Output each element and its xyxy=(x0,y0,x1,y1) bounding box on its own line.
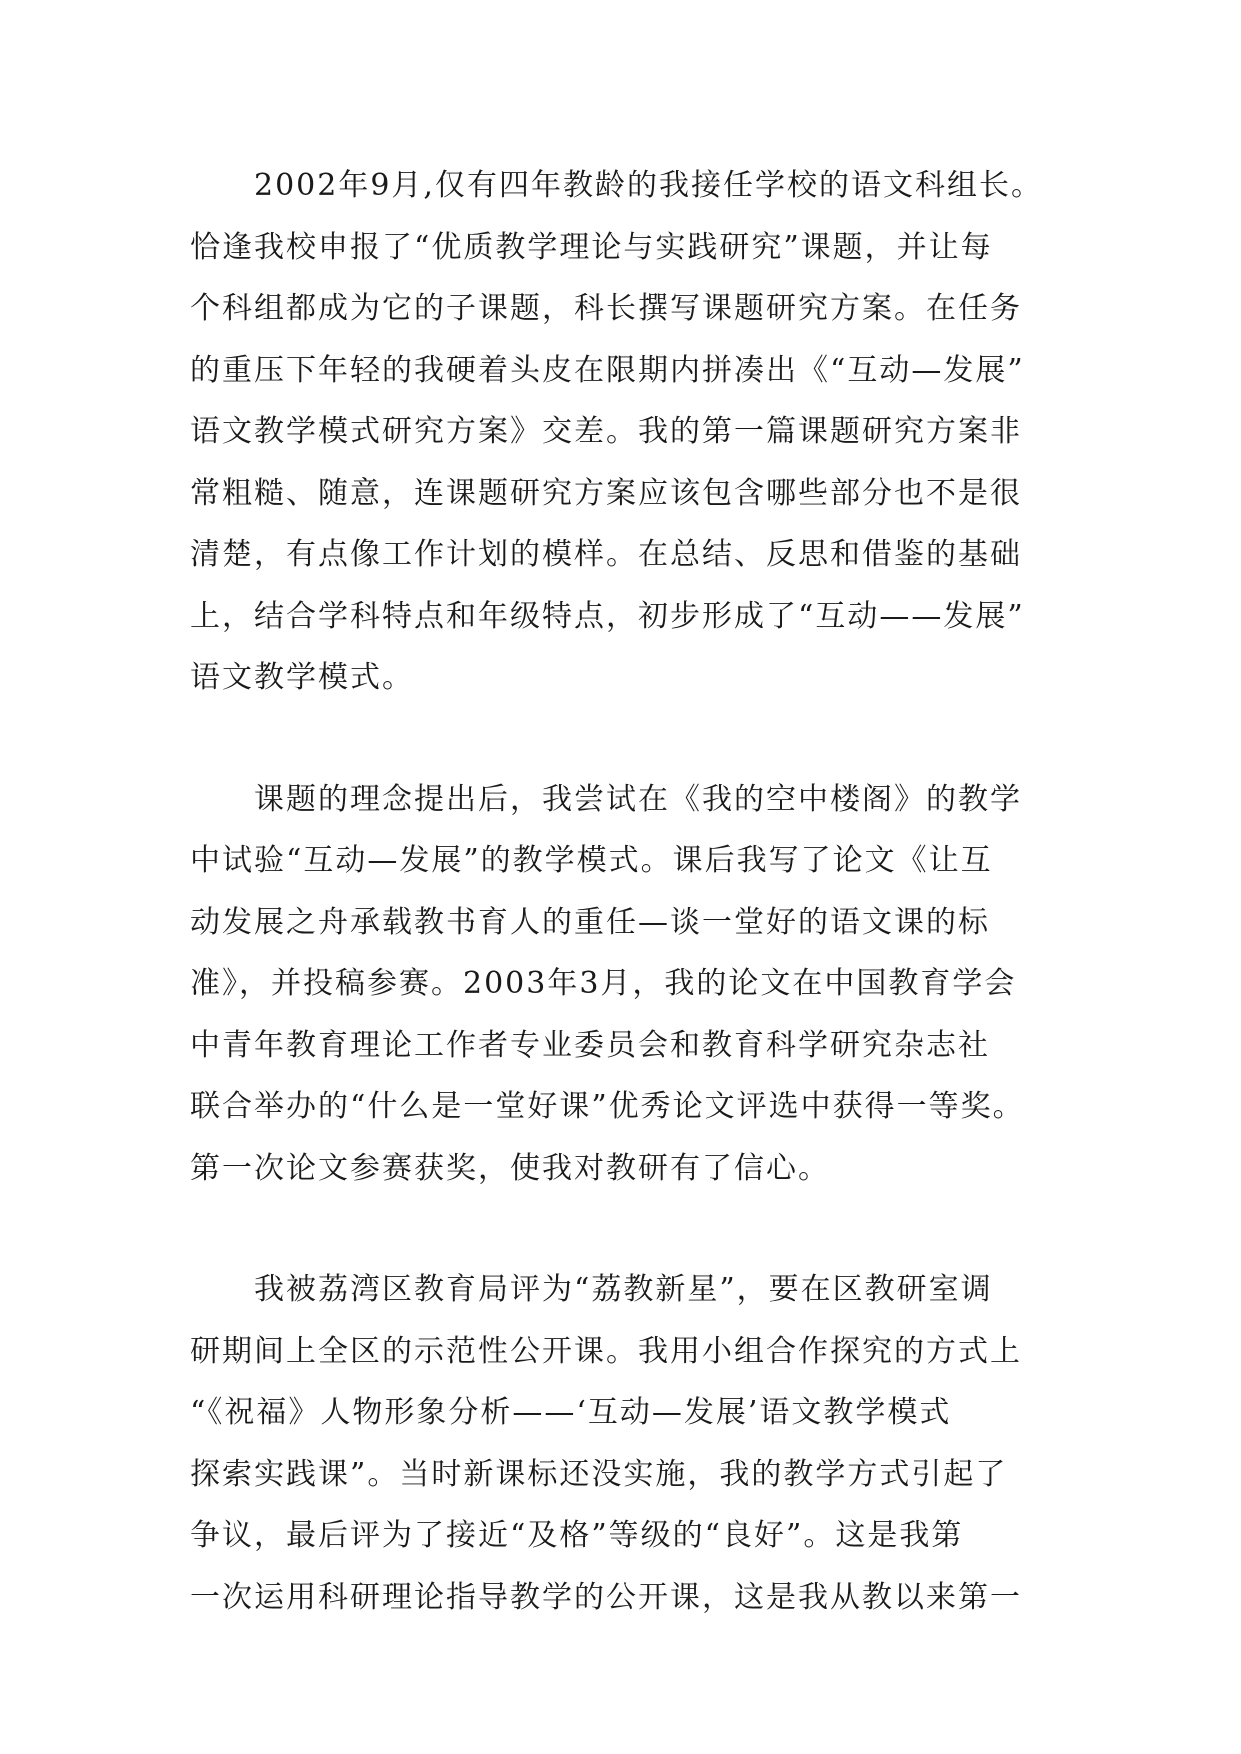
text-line: 2002年9月,仅有四年教龄的我接任学校的语文科组长。 xyxy=(254,168,1043,203)
paragraph-1 xyxy=(190,155,1070,709)
text-line: 常粗糙、随意，连课题研究方案应该包含哪些部分也不是很 xyxy=(190,475,1022,511)
text-line: 一次运用科研理论指导教学的公开课，这是我从教以来第一 xyxy=(190,1579,1022,1615)
text-line: 语文教学模式研究方案》交差。我的第一篇课题研究方案非 xyxy=(190,414,1022,449)
text-line: 动发展之舟承载教书育人的重任—谈一堂好的语文课的标 xyxy=(190,904,990,940)
text-line: 中试验“互动—发展”的教学模式。课后我写了论文《让互 xyxy=(190,843,993,878)
text-line: 探索实践课”。当时新课标还没实施，我的教学方式引起了 xyxy=(190,1456,1008,1492)
text-line: 的重压下年轻的我硬着头皮在限期内拼凑出《“互动—发展” xyxy=(190,352,1025,388)
text-line: 上，结合学科特点和年级特点，初步形成了“互动——发展” xyxy=(190,598,1025,634)
text-line: 争议，最后评为了接近“及格”等级的“良好”。这是我第 xyxy=(190,1518,964,1553)
text-line: 课题的理念提出后，我尝试在《我的空中楼阁》的教学 xyxy=(254,781,1022,817)
text-line: 准》，并投稿参赛。2003年3月，我的论文在中国教育学会 xyxy=(190,966,1017,1001)
text-line: 清楚，有点像工作计划的模样。在总结、反思和借鉴的基础 xyxy=(190,537,1022,572)
text-line: 第一次论文参赛获奖，使我对教研有了信心。 xyxy=(190,1150,830,1186)
text-line: 中青年教育理论工作者专业委员会和教育科学研究杂志社 xyxy=(190,1027,990,1063)
document-body xyxy=(190,155,1070,1628)
text-line: “《祝福》人物形象分析——‘互动—发展’语文教学模式 xyxy=(190,1395,952,1430)
text-line: 研期间上全区的示范性公开课。我用小组合作探究的方式上 xyxy=(190,1333,1022,1369)
text-line: 我被荔湾区教育局评为“荔教新星”，要在区教研室调 xyxy=(254,1272,993,1307)
text-line: 语文教学模式。 xyxy=(190,660,414,695)
text-line: 恰逢我校申报了“优质教学理论与实践研究”课题，并让每 xyxy=(190,229,993,265)
text-line: 联合举办的“什么是一堂好课”优秀论文评选中获得一等奖。 xyxy=(190,1089,1025,1124)
text-line: 个科组都成为它的子课题，科长撰写课题研究方案。在任务 xyxy=(190,291,1022,326)
paragraph-3 xyxy=(190,1259,1070,1628)
paragraph-2 xyxy=(190,769,1070,1200)
